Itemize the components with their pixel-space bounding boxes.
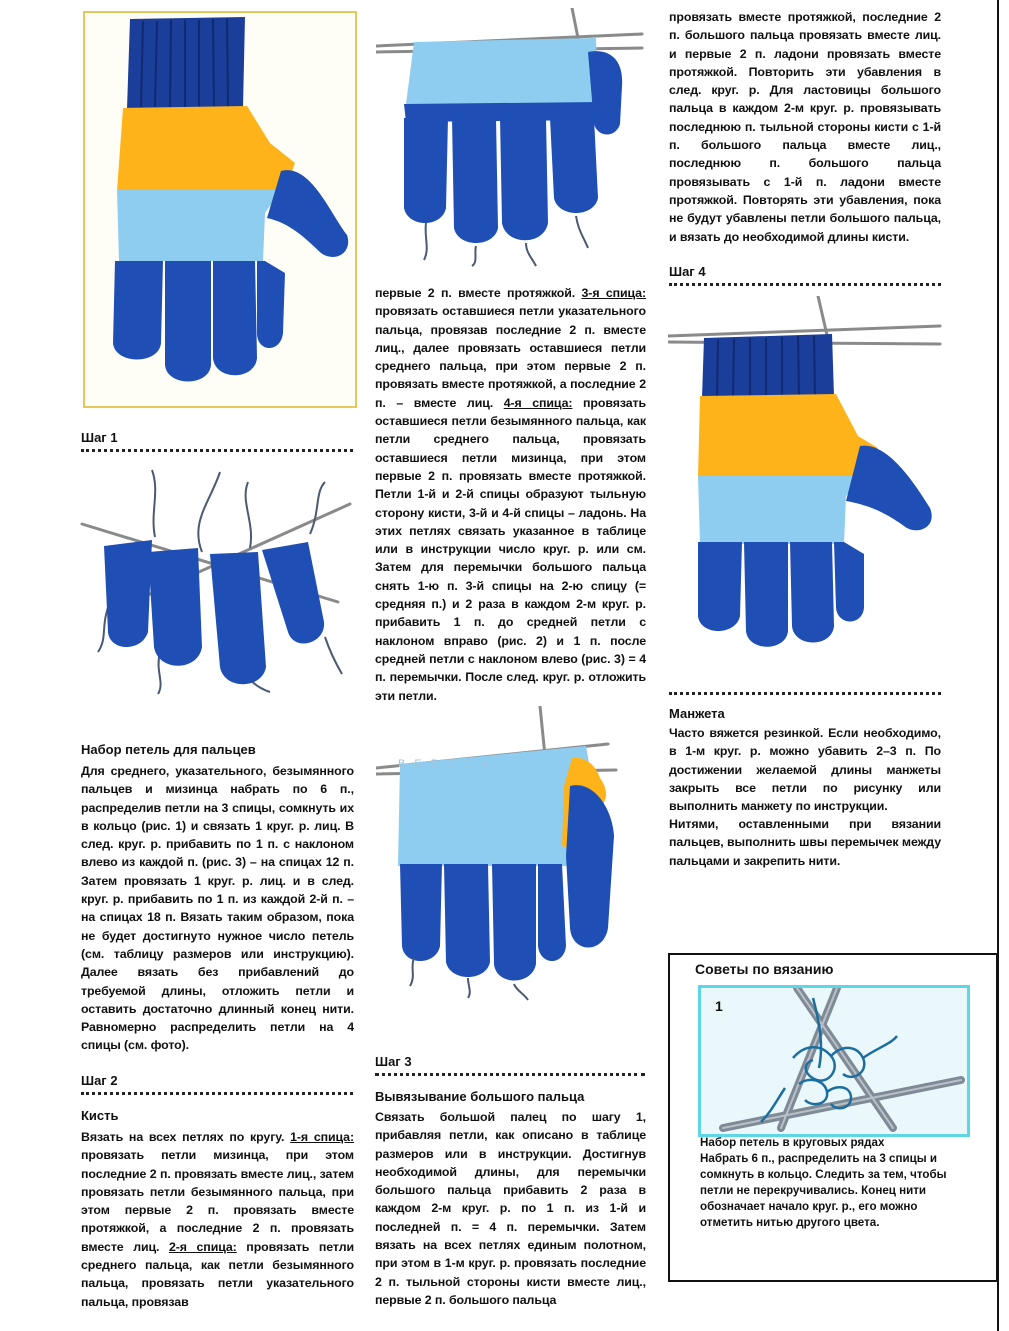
col2-part2: провязать оставшиеся петли указательного пальца, провязав последние 2 п. вместе лиц., далее провязать оставшиеся петли среднего пальца, при этом первые 2 п. провязать вместе протяжкой, а последние 2 п. – вместе лиц. <box>375 304 646 410</box>
cuff-seams-text: Нитями, оставленными при вязании пальцев, выполнить швы перемычек между пальцами и закрепить нити. <box>669 817 941 868</box>
thumb-continued-text: провязать вместе протяжкой, последние 2 п. большого пальца провязать вместе лиц. и первые 2 п. ладони провязать вместе протяжкой. Повторить эти убавления в след. круг. р. Для ластовицы большого пальца в каждом 2-м круг. р. провязывать последнюю п. тыльной стороны кисти с 1-й п. большого пальца вместе лиц., последнюю п. большого пальца провязывать с 1-й п. ладони вместе протяжкой. Повторять эти убавления, пока не будут убавлены петли большого пальца, и вязать до необходимой длины кисти. <box>669 10 941 244</box>
step4-heading: Шаг 4 <box>669 264 706 279</box>
finger-cast-on-text: Для среднего, указательного, безымянного пальцев и мизинца набрать по 6 п., распределив петли на 3 спицы, сомкнуть их в кольцо (рис. 1) и связать 1 круг. р. лиц. В след. круг. р. прибавить по 1 п. с наклоном влево из каждой п. (рис. 3) – на спицах 12 п. Затем провязать 1 круг. р. лиц. и в след. круг. р. прибавить по 1 п. из каждой 2-й п. – на спицах 18 п. Вязать таким образом, пока не будет достигнуто нужное число петель (см. таблицу размеров или инструкцию). Далее вязать без прибавлений до требуемой длины, отложить петли и оставить достаточно длинный конец нити. Равномерно распределить петли на 4 спицы (см. фото). <box>81 764 354 1053</box>
finished-glove-photo <box>83 11 357 408</box>
tips-caption-text: Набрать 6 п., распределить на 3 спицы и сомкнуть в кольцо. Следить за тем, чтобы петли не перекручивались. Конец нити обозначает начало круг. р., его можно отметить нитью другого цвета. <box>700 1152 947 1229</box>
hand-text-part3: провязать петли среднего пальца, как петли безымянного пальца, провязать петли указательного пальца, провязав <box>81 1239 354 1309</box>
tips-figure <box>698 985 970 1137</box>
cuff-heading: Манжета <box>669 706 725 721</box>
needle-ring-diagram <box>701 988 967 1134</box>
needle1-label: 1-я спица: <box>290 1130 354 1144</box>
step3-thumb-photo <box>376 706 646 1002</box>
step3-heading: Шаг 3 <box>375 1054 412 1069</box>
hand-text-part2: провязать петли мизинца, при этом последние 2 п. провязать вместе лиц., затем провязать петли безымянного пальца, при этом первые 2 п. провязать вместе протяжкой, а последние 2 п. провязать вместе лиц. <box>81 1148 354 1254</box>
tips-caption <box>700 1135 968 1231</box>
hand-text <box>81 1128 354 1311</box>
col2-part3: провязать оставшиеся петли безымянного пальца, как петли среднего пальца, провязать оставшиеся петли мизинца, при этом первые 2 п. провязать вместе протяжкой. Петли 1-й и 2-й спицы образуют тыльную сторону кисти, 3-й и 4-й спицы – ладонь. На этих петлях связать указанное в таблице или в инструкции число круг. р. или см. Затем для перемычки большого пальца снять 1-ю п. 3-й спицы на 2-ю спицу (= средняя п.) и 2 раза в каждом 2-м круг. р. прибавить 1 п. до средней петли с наклоном вправо (рис. 2) и 1 п. после средней петли с наклоном влево (рис. 3) = 4 п. перемычки. После след. круг. р. отложить эти петли. <box>375 395 647 703</box>
finger-cast-on-heading: Набор петель для пальцев <box>81 742 256 757</box>
cuff-divider <box>669 692 941 695</box>
figure-number: 1 <box>715 998 723 1014</box>
step1-fingers-photo <box>80 462 360 702</box>
step1-heading: Шаг 1 <box>81 430 118 445</box>
step2-divider <box>81 1092 353 1095</box>
cuff-text: Часто вяжется резинкой. Если необходимо, в 1-м круг. р. можно убавить 2–3 п. По достижении желаемой длины манжеты закрыть все петли по рисунку или выполнить манжету по инструкции. <box>669 726 941 814</box>
step4-cuff-photo <box>668 296 943 672</box>
step4-divider <box>669 283 941 286</box>
col2-part1: первые 2 п. вместе протяжкой. <box>375 286 582 300</box>
thumb-text: Связать большой палец по шагу 1, прибавляя петли, как описано в таблице размеров или в инструкции. Достигнув необходимой длины, для перемычки большого пальца прибавить 2 раза в каждом 2-м круг. р. по 1 п. из 1-й и последней п. = 4 п. перемычки. Затем вязать на всех петлях единым полотном, при этом в 1-м круг. р. провязать последние 2 п. тыльной стороны кисти вместе лиц., первые 2 п. большого пальца <box>375 1110 646 1307</box>
step2-heading: Шаг 2 <box>81 1073 118 1088</box>
needle3-label: 3-я спица: <box>581 286 647 300</box>
knitting-tips-box <box>668 953 998 1282</box>
step2-hand-photo <box>376 8 646 270</box>
hand-text-part1: Вязать на всех петлях по кругу. <box>81 1130 291 1144</box>
thumb-heading: Вывязывание большого пальца <box>375 1089 585 1104</box>
hand-continued-text <box>375 284 646 705</box>
watermark: B E R S C A <box>398 758 491 770</box>
step3-divider <box>375 1073 645 1076</box>
needle2-label: 2-я спица: <box>168 1239 237 1254</box>
tips-caption-title: Набор петель в круговых рядах <box>700 1136 885 1149</box>
tips-title: Советы по вязанию <box>695 961 834 977</box>
hand-heading: Кисть <box>81 1108 119 1123</box>
step1-divider <box>81 449 353 452</box>
needle4-label: 4-я спица: <box>503 395 573 410</box>
